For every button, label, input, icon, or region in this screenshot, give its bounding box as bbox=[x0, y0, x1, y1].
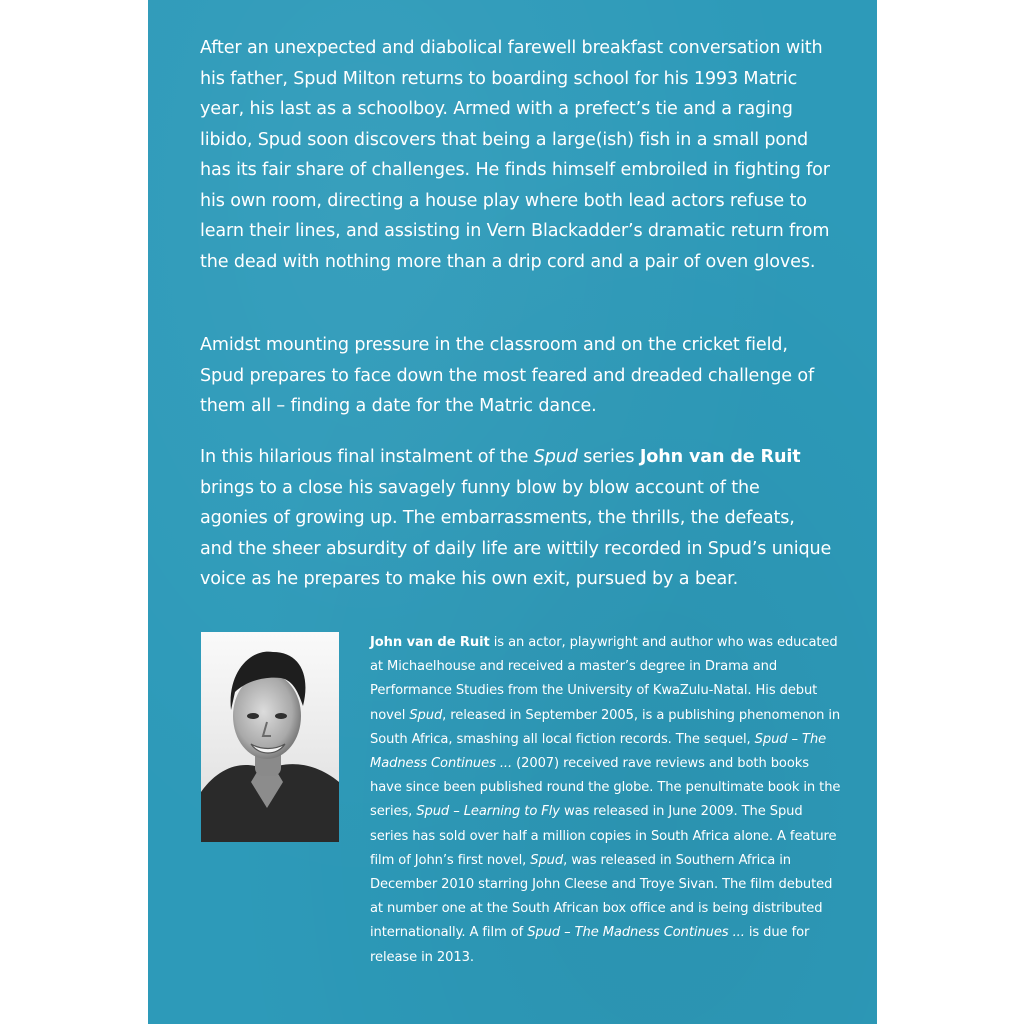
book-back-cover bbox=[148, 0, 877, 1024]
series-title: Spud bbox=[533, 447, 578, 467]
bio-author-name: John van de Ruit bbox=[370, 635, 490, 650]
blurb-paragraph-3: In this hilarious final instalment of the Spud series John van de Ruit brings to a close his savagely funny blow by blow account of the agonies of growing up. The embarrassments, the thrills, the defeats, and the sheer absurdity of daily life are wittily recorded in Spud’s unique voice as he prepares to make his own exit, pursued by a bear. bbox=[200, 447, 832, 589]
blurb-paragraph-2: Amidst mounting pressure in the classroom and on the cricket field, Spud prepares to face down the most feared and dreaded challenge of them all – finding a date for the Matric dance. bbox=[200, 335, 815, 416]
author-photo bbox=[201, 632, 339, 842]
author-name: John van de Ruit bbox=[639, 447, 801, 467]
author-bio: John van de Ruit is an actor, playwright and author who was educated at Michaelhouse and received a master’s degree in Drama and Performance Studies from the University of KwaZulu-Natal. His debut novel Spud, released in September 2005, is a publishing phenomenon in South Africa, smashing all local fiction records. The sequel, Spud – The Madness Continues ... (2007) received rave reviews and both books have since been published round the globe. The penultimate book in the series, Spud – Learning to Fly was released in June 2009. The Spud series has sold over half a million copies in South Africa alone. A feature film of John’s first novel, Spud, was released in Southern Africa in December 2010 starring John Cleese and Troye Sivan. The film debuted at number one at the South African box office and is being distributed internationally. A film of Spud – The Madness Continues ... is due for release in 2013. bbox=[370, 635, 841, 965]
blurb-paragraph-1: After an unexpected and diabolical farewell breakfast conversation with his father, Spud Milton returns to boarding school for his 1993 Matric year, his last as a schoolboy. Armed with a prefect’s tie and a raging libido, Spud soon discovers that being a large(ish) fish in a small pond has its fair share of challenges. He finds himself embroiled in fighting for his own room, directing a house play where both lead actors refuse to learn their lines, and assisting in Vern Blackadder’s dramatic return from the dead with nothing more than a drip cord and a pair of oven gloves. bbox=[200, 38, 830, 272]
author-portrait-image bbox=[201, 632, 339, 842]
